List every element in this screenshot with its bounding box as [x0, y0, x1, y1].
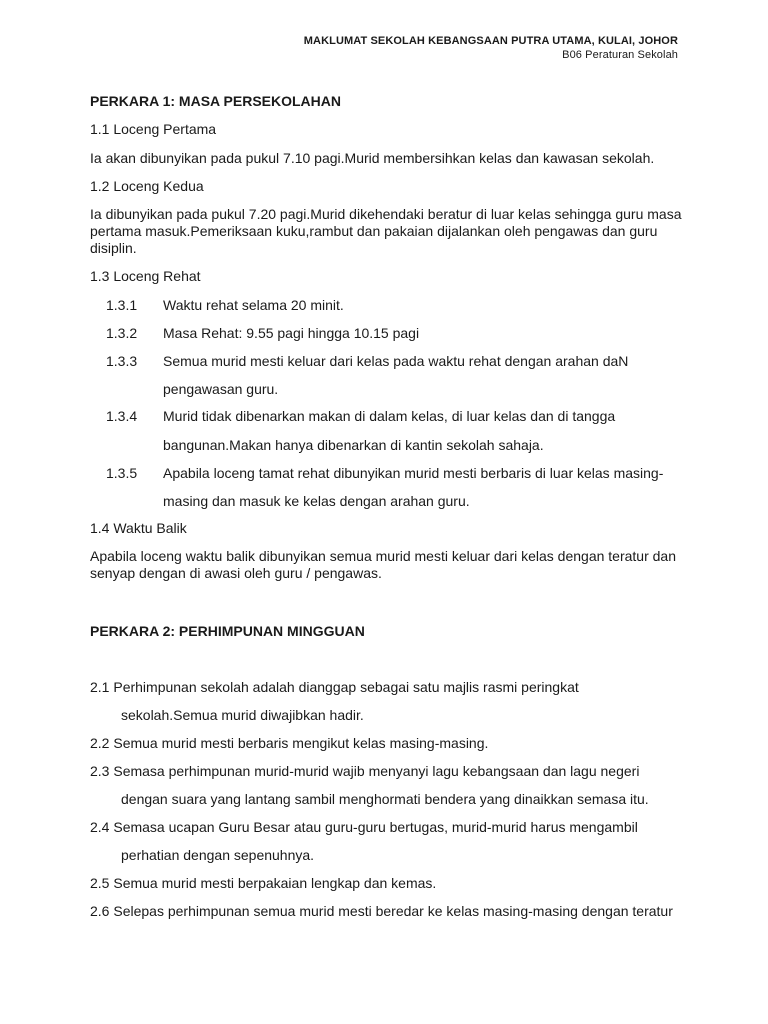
subsection-heading-1-2: 1.2 Loceng Kedua [90, 178, 204, 194]
list-item-number: 1.3.5 [106, 465, 138, 481]
list-item-text-continued: masing dan masuk ke kelas dengan arahan guru. [163, 493, 470, 509]
list-item-text: 2.2 Semua murid mesti berbaris mengikut kelas masing-masing. [90, 735, 489, 751]
list-item-number: 1.3.3 [106, 353, 138, 369]
list-item-text: Semua murid mesti keluar dari kelas pada waktu rehat dengan arahan daN [163, 353, 629, 369]
document-header-subtitle: B06 Peraturan Sekolah [562, 49, 678, 61]
subsection-text-1-2: Ia dibunyikan pada pukul 7.20 pagi.Murid dikehendaki beratur di luar kelas sehingga guru masa pertama masuk.Pemeriksaan kuku,rambut dan pakaian dijalankan oleh pengawas dan guru disiplin. [90, 206, 682, 256]
list-item-text: 2.1 Perhimpunan sekolah adalah dianggap sebagai satu majlis rasmi peringkat [90, 679, 579, 695]
list-item-text-continued: pengawasan guru. [163, 381, 279, 397]
list-item-text: 2.3 Semasa perhimpunan murid-murid wajib menyanyi lagu kebangsaan dan lagu negeri [90, 763, 640, 779]
list-item-text-continued: bangunan.Makan hanya dibenarkan di kantin sekolah sahaja. [163, 437, 544, 453]
subsection-heading-1-3: 1.3 Loceng Rehat [90, 268, 201, 284]
list-item-text: Masa Rehat: 9.55 pagi hingga 10.15 pagi [163, 325, 420, 341]
section-title-perkara-2: PERKARA 2: PERHIMPUNAN MINGGUAN [90, 623, 365, 639]
document-header-title: MAKLUMAT SEKOLAH KEBANGSAAN PUTRA UTAMA, KULAI, JOHOR [303, 35, 678, 47]
list-item-text: Apabila loceng tamat rehat dibunyikan murid mesti berbaris di luar kelas masing- [163, 465, 664, 481]
list-item-text: 2.6 Selepas perhimpunan semua murid mesti beredar ke kelas masing-masing dengan teratur [90, 903, 673, 919]
list-item-text: Waktu rehat selama 20 minit. [163, 297, 344, 313]
section-title-perkara-1: PERKARA 1: MASA PERSEKOLAHAN [90, 93, 341, 109]
list-item-text-continued: sekolah.Semua murid diwajibkan hadir. [121, 707, 364, 723]
list-item-text-continued: perhatian dengan sepenuhnya. [121, 847, 315, 863]
list-item-number: 1.3.2 [106, 325, 138, 341]
list-item-text: 2.5 Semua murid mesti berpakaian lengkap dan kemas. [90, 875, 437, 891]
subsection-heading-1-1: 1.1 Loceng Pertama [90, 121, 217, 137]
subsection-text-1-4: Apabila loceng waktu balik dibunyikan semua murid mesti keluar dari kelas dengan teratur dan senyap dengan di awasi oleh guru / pengawas. [90, 548, 676, 581]
list-item-text: 2.4 Semasa ucapan Guru Besar atau guru-guru bertugas, murid-murid harus mengambil [90, 819, 638, 835]
list-item-number: 1.3.4 [106, 408, 138, 424]
list-item-number: 1.3.1 [106, 297, 138, 313]
subsection-text-1-1: Ia akan dibunyikan pada pukul 7.10 pagi.Murid membersihkan kelas dan kawasan sekolah. [90, 150, 655, 166]
list-item-text-continued: dengan suara yang lantang sambil menghormati bendera yang dinaikkan semasa itu. [121, 791, 649, 807]
subsection-heading-1-4: 1.4 Waktu Balik [90, 520, 187, 536]
list-item-text: Murid tidak dibenarkan makan di dalam kelas, di luar kelas dan di tangga [163, 408, 616, 424]
